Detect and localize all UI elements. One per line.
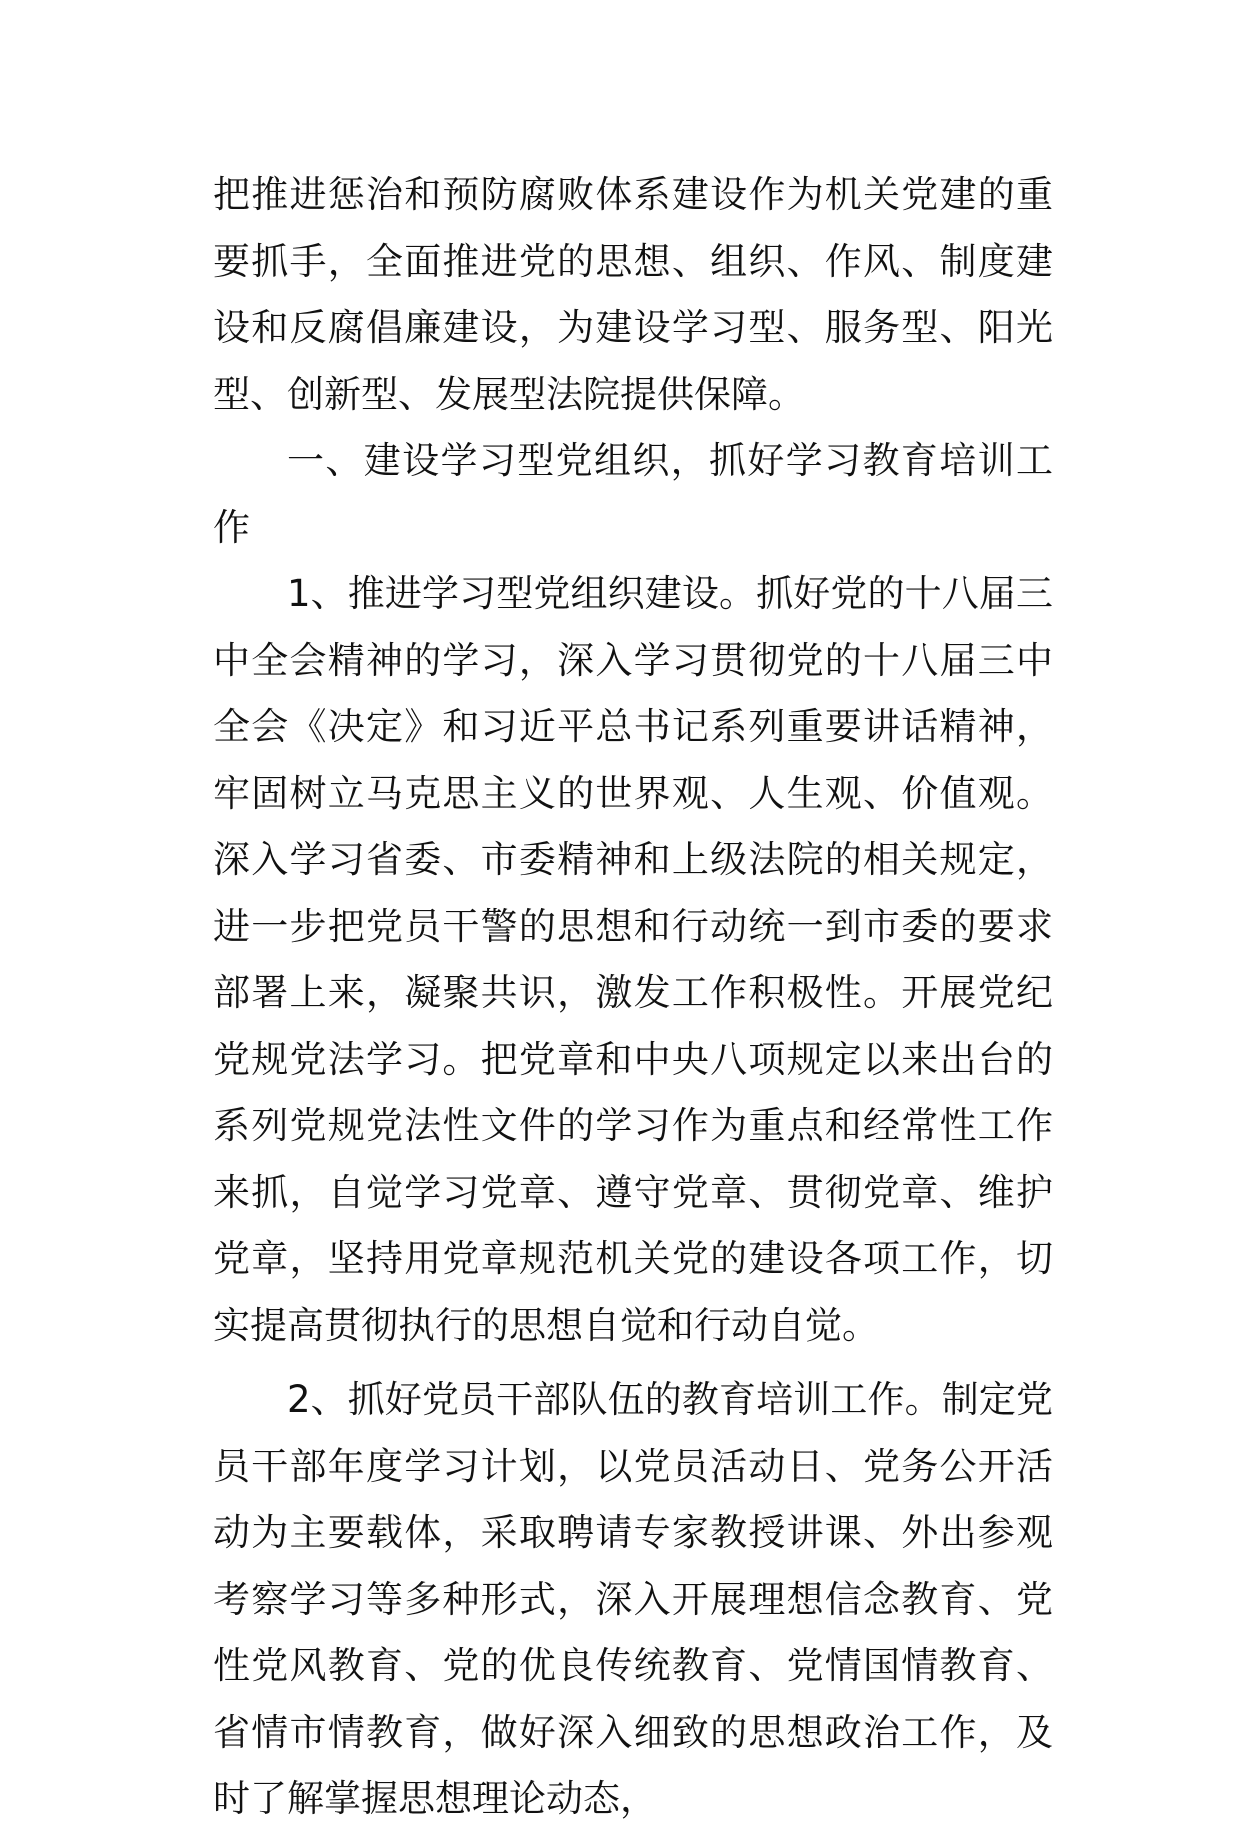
section-heading-1: 一、建设学习型党组织，抓好学习教育培训工作: [213, 439, 1053, 549]
document-page: [213, 162, 1053, 1833]
paragraph-item-2: 2、抓好党员干部队伍的教育培训工作。制定党员干部年度学习计划，以党员活动日、党务公开活动为主要载体，采取聘请专家教授讲课、外出参观考察学习等多种形式，深入开展理想信念教育、党性党风教育、党的优良传统教育、党情国情教育、省情市情教育，做好深入细致的思想政治工作，及时了解掌握思想理论动态，: [213, 1378, 1053, 1820]
paragraph-item-1: 1、推进学习型党组织建设。抓好党的十八届三中全会精神的学习，深入学习贯彻党的十八届三中全会《决定》和习近平总书记系列重要讲话精神，牢固树立马克思主义的世界观、人生观、价值观。深入学习省委、市委精神和上级法院的相关规定，进一步把党员干警的思想和行动统一到市委的要求部署上来，凝聚共识，激发工作积极性。开展党纪党规党法学习。把党章和中央八项规定以来出台的系列党规党法性文件的学习作为重点和经常性工作来抓，自觉学习党章、遵守党章、贯彻党章、维护党章，坚持用党章规范机关党的建设各项工作，切实提高贯彻执行的思想自觉和行动自觉。: [213, 572, 1053, 1347]
paragraph-intro: 把推进惩治和预防腐败体系建设作为机关党建的重要抓手，全面推进党的思想、组织、作风、制度建设和反腐倡廉建设，为建设学习型、服务型、阳光型、创新型、发展型法院提供保障。: [213, 173, 1053, 416]
